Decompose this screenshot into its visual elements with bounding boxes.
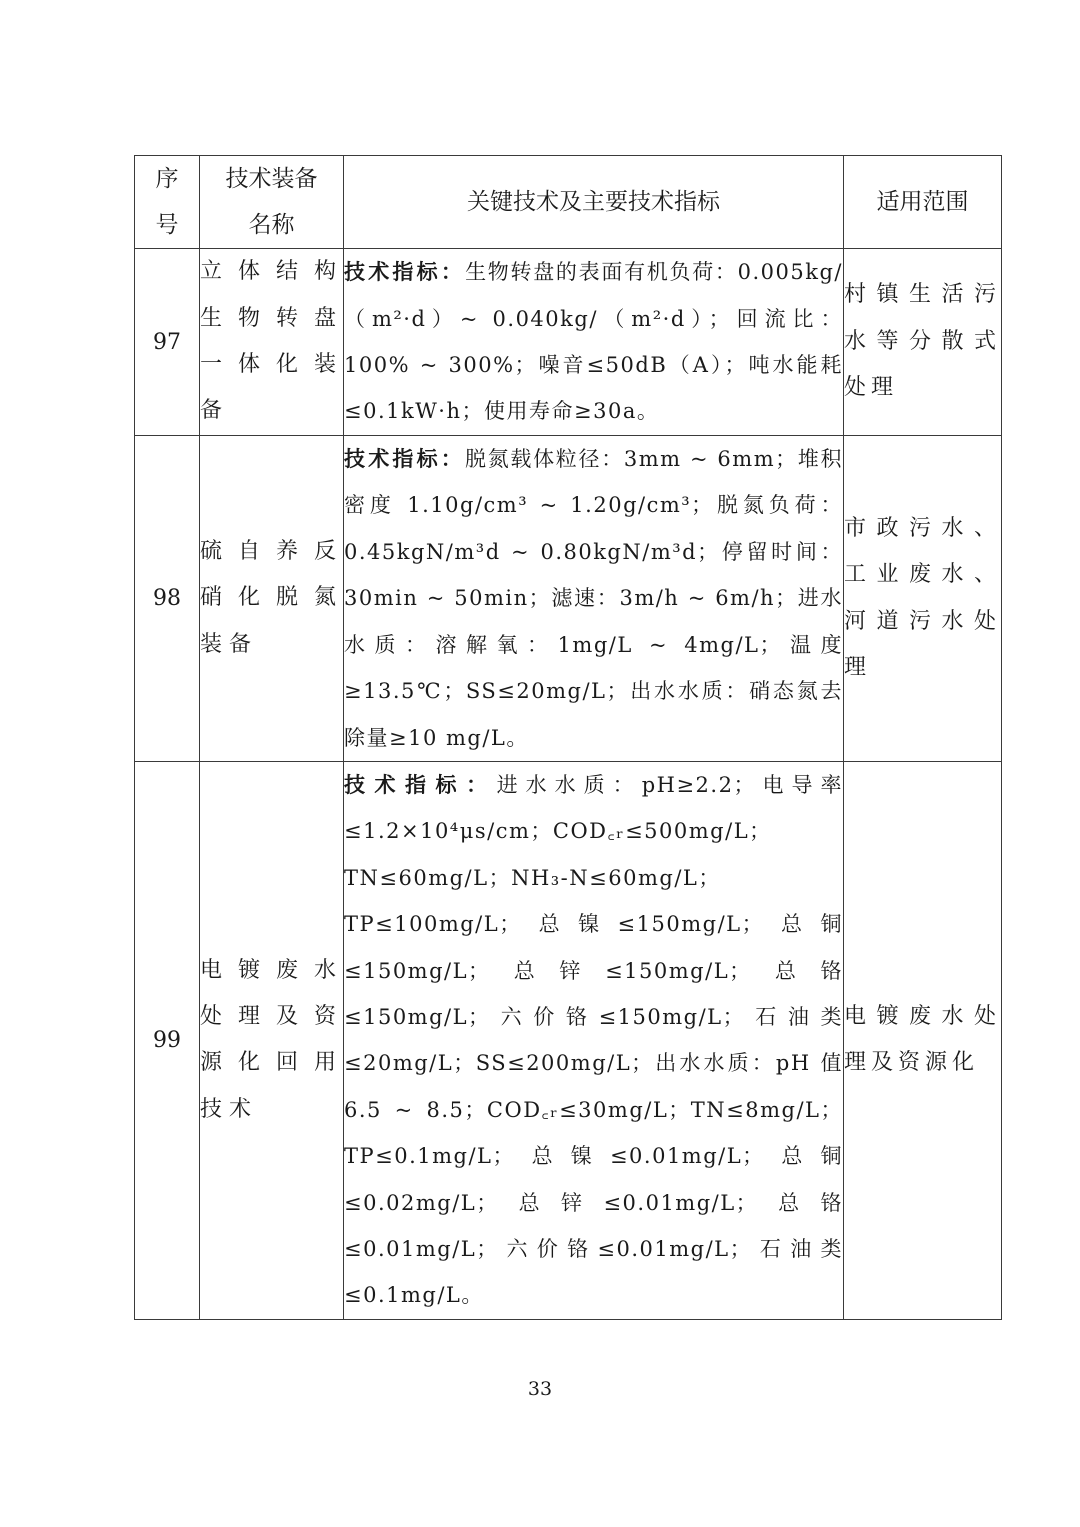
equipment-name: 电镀废水处理及资源化回用技术	[200, 762, 344, 1320]
table-row	[135, 249, 1002, 436]
indicator-text: 生物转盘的表面有机负荷：0.005kg/（m²·d）~ 0.040kg/（m²·d）；回流比：100% ~ 300%；噪音≤50dB（A）；吨水能耗≤0.1kW·h；使用寿命≥30a。	[344, 260, 843, 424]
header-seq: 序号	[135, 156, 200, 249]
key-tech-indicators	[344, 436, 844, 762]
application-scope: 村镇生活污水等分散式处理	[844, 249, 1002, 436]
header-key-tech: 关键技术及主要技术指标	[344, 156, 844, 249]
header-scope: 适用范围	[844, 156, 1002, 249]
technology-table	[134, 155, 1002, 1320]
equipment-name: 硫自养反硝化脱氮装备	[200, 436, 344, 762]
indicator-label: 技术指标：	[344, 259, 466, 285]
application-scope: 电镀废水处理及资源化	[844, 762, 1002, 1320]
key-tech-indicators	[344, 762, 844, 1320]
key-tech-indicators	[344, 249, 844, 436]
indicator-label: 技术指标：	[344, 446, 465, 472]
header-row	[135, 156, 1002, 249]
indicator-text: 脱氮载体粒径：3mm ~ 6mm；堆积密度 1.10g/cm³ ~ 1.20g/cm³；脱氮负荷：0.45kgN/m³d ~ 0.80kgN/m³d；停留时间：30min ~ 50min；滤速：3m/h ~ 6m/h；进水水质：溶解氧：1mg/L ~ 4mg/L；温度≥13.5℃；SS≤20mg/L；出水水质：硝态氮去除量≥10 mg/L。	[344, 447, 844, 750]
row-number: 99	[135, 762, 200, 1320]
row-number: 97	[135, 249, 200, 436]
application-scope: 市政污水、工业废水、河道污水处理	[844, 436, 1002, 762]
table-row	[135, 762, 1002, 1320]
indicator-text: 进水水质：pH≥2.2；电导率≤1.2×10⁴μs/cm；COD꜀ᵣ≤500mg/L；TN≤60mg/L；NH₃-N≤60mg/L；TP≤100mg/L；总镍≤150mg/L；总铜≤150mg/L；总锌≤150mg/L；总铬≤150mg/L；六价铬≤150mg/L；石油类≤20mg/L；SS≤200mg/L；出水水质：pH 值 6.5 ~ 8.5；COD꜀ᵣ≤30mg/L；TN≤8mg/L；TP≤0.1mg/L；总镍≤0.01mg/L；总铜≤0.02mg/L；总锌≤0.01mg/L；总铬≤0.01mg/L；六价铬≤0.01mg/L；石油类≤0.1mg/L。	[344, 773, 844, 1308]
equipment-name: 立体结构生物转盘一体化装备	[200, 249, 344, 436]
indicator-label: 技术指标：	[344, 772, 497, 797]
page-number: 33	[527, 1378, 553, 1400]
header-name: 技术装备名称	[200, 156, 344, 249]
table-row	[135, 436, 1002, 762]
row-number: 98	[135, 436, 200, 762]
